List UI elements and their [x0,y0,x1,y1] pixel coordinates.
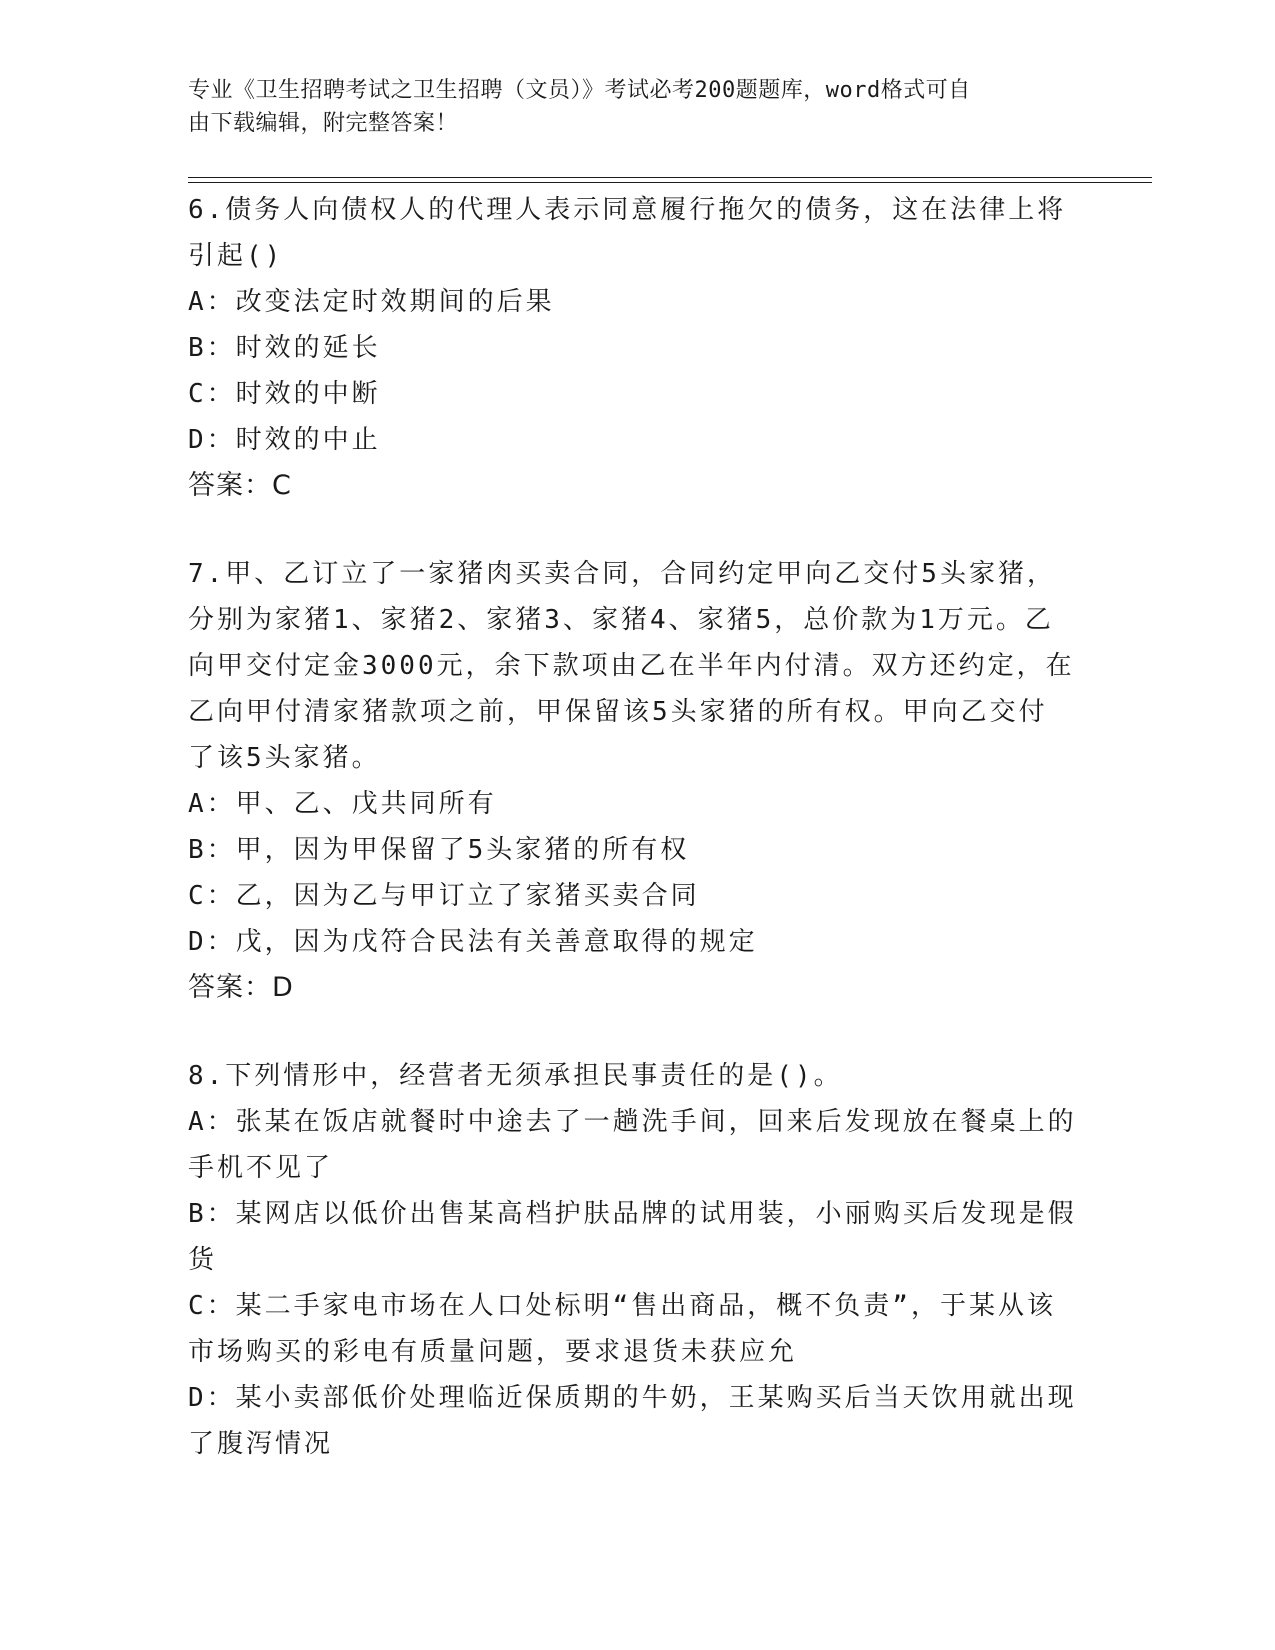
question-list [188,187,1088,1467]
question-8-option-a-line-2: 手机不见了 [188,1153,334,1183]
question-6-option-d: D：时效的中止 [188,425,381,455]
question-6 [188,187,1088,509]
question-6-option-b: B：时效的延长 [188,333,381,363]
question-8-option-a-line-1: A：张某在饭店就餐时中途去了一趟洗手间，回来后发现放在餐桌上的 [188,1107,1077,1137]
question-6-answer: 答案：C [188,470,292,501]
header-line-2: 由下载编辑，附完整答案！ [188,111,459,136]
question-6-option-a: A：改变法定时效期间的后果 [188,287,555,317]
header-line-1: 专业《卫生招聘考试之卫生招聘（文员）》考试必考200题题库，word格式可自 [188,78,971,103]
question-7-stem-line-4: 乙向甲付清家猪款项之前，甲保留该5头家猪的所有权。甲向乙交付 [188,697,1048,727]
question-6-option-c: C：时效的中断 [188,379,381,409]
question-spacer [188,509,1088,551]
question-6-stem-line-2: 引起() [188,241,284,271]
question-8 [188,1053,1088,1467]
question-6-stem-line-1: 6.债务人向债权人的代理人表示同意履行拖欠的债务，这在法律上将 [188,195,1067,225]
question-8-option-b-line-1: B：某网店以低价出售某高档护肤品牌的试用装，小丽购买后发现是假 [188,1199,1077,1229]
question-7-option-b: B：甲，因为甲保留了5头家猪的所有权 [188,835,690,865]
question-7-option-a: A：甲、乙、戊共同所有 [188,789,497,819]
question-8-option-b-line-2: 货 [188,1245,218,1275]
question-7 [188,551,1088,1011]
question-8-option-d-line-2: 了腹泻情况 [188,1429,334,1459]
header-divider-bottom [188,182,1152,183]
document-header [188,74,1068,140]
question-7-stem-line-5: 了该5头家猪。 [188,743,381,773]
question-7-answer: 答案：D [188,972,294,1003]
question-8-option-c-line-1: C：某二手家电市场在人口处标明“售出商品，概不负责”，于某从该 [188,1291,1056,1321]
question-7-option-c: C：乙，因为乙与甲订立了家猪买卖合同 [188,881,700,911]
question-7-stem-line-3: 向甲交付定金3000元，余下款项由乙在半年内付清。双方还约定，在 [188,651,1075,681]
question-8-stem-line-1: 8.下列情形中，经营者无须承担民事责任的是()。 [188,1061,843,1091]
question-7-stem-line-2: 分别为家猪1、家猪2、家猪3、家猪4、家猪5，总价款为1万元。乙 [188,605,1054,635]
header-divider-top [188,177,1152,178]
question-7-option-d: D：戊，因为戊符合民法有关善意取得的规定 [188,927,758,957]
question-7-stem-line-1: 7.甲、乙订立了一家猪肉买卖合同，合同约定甲向乙交付5头家猪， [188,559,1056,589]
question-spacer [188,1011,1088,1053]
question-8-option-d-line-1: D：某小卖部低价处理临近保质期的牛奶，王某购买后当天饮用就出现 [188,1383,1077,1413]
question-8-option-c-line-2: 市场购买的彩电有质量问题，要求退货未获应允 [188,1337,798,1367]
